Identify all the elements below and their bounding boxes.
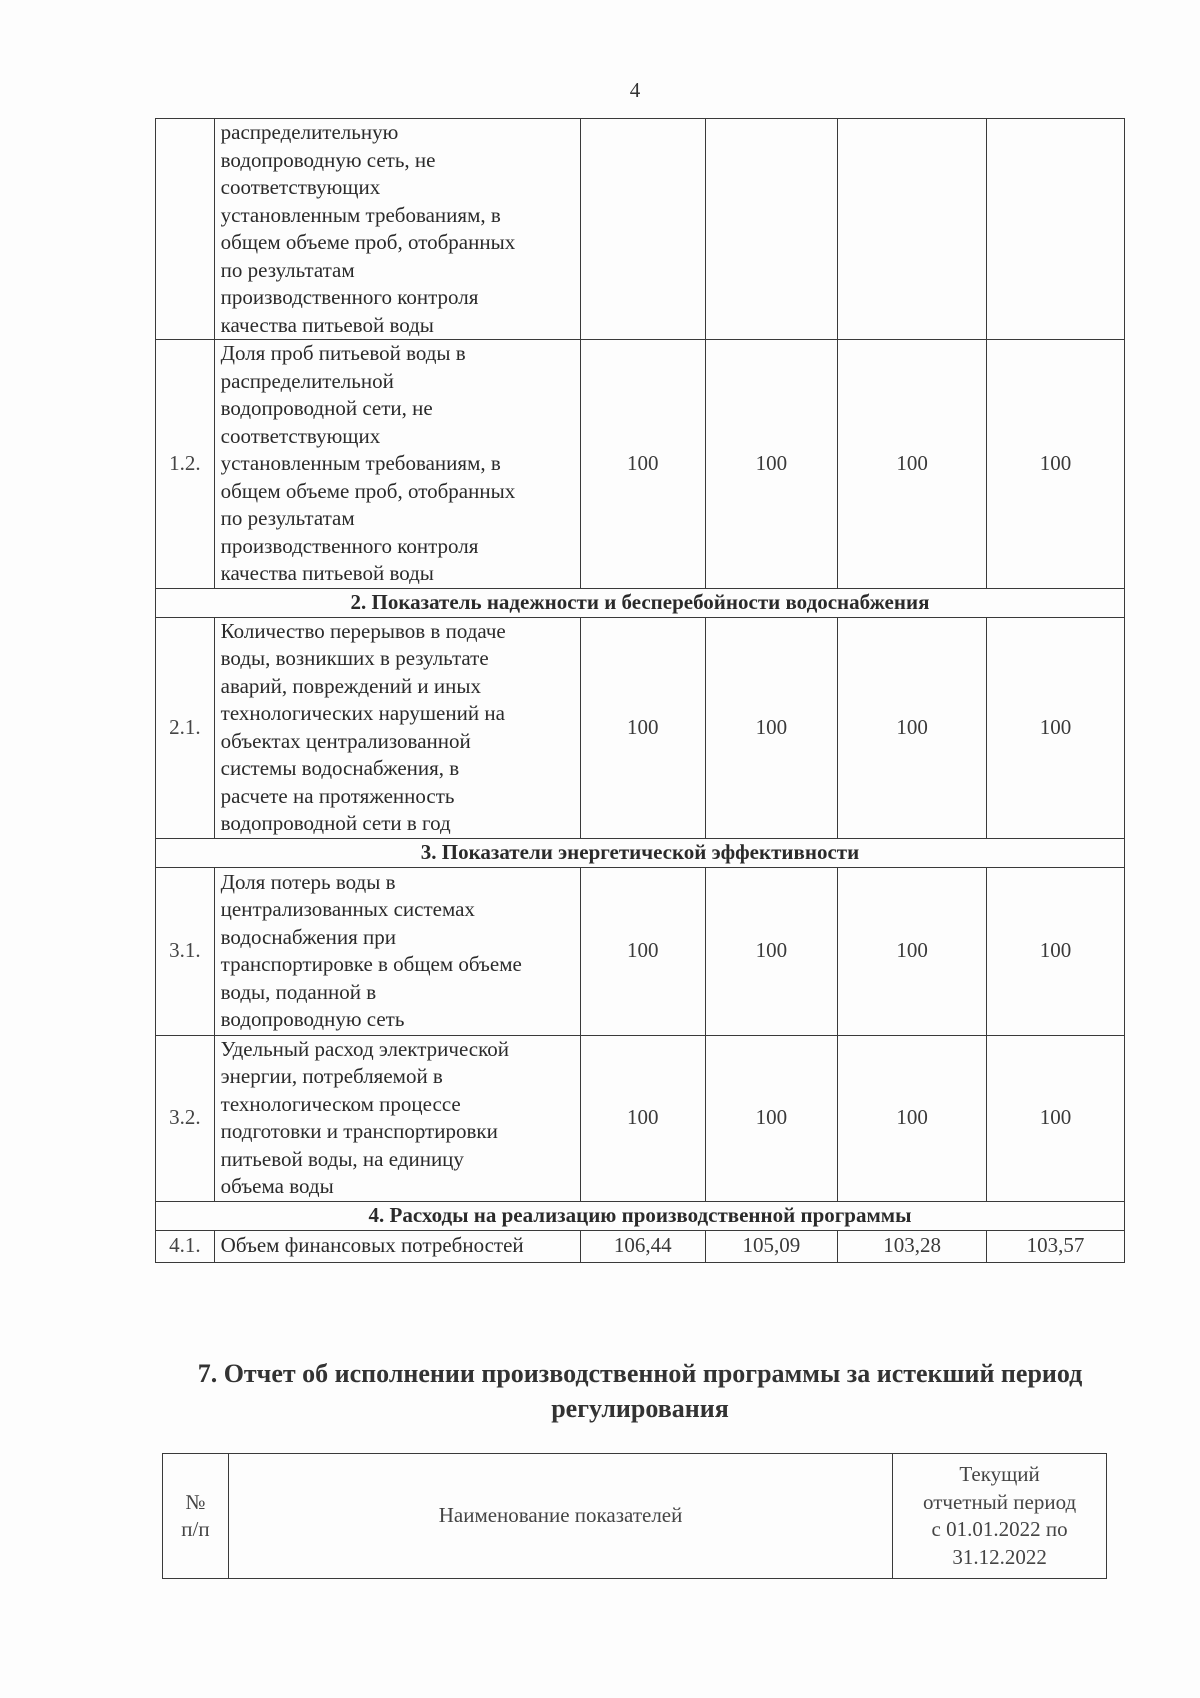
page-number: 4 [629,78,641,102]
indicator-value: 105,09 [705,1230,838,1262]
indicator-value [705,119,838,340]
report-heading: 7. Отчет об исполнении производственной программы за истекший период регулирования [197,1359,1083,1423]
row-number [156,119,215,340]
indicator-name: Количество перерывов в подаче воды, возникших в результате аварий, повреждений и иных технологических нарушений на объектах централизованной системы водоснабжения, в расчете на протяженность водопроводной сети в год [214,617,580,838]
indicator-value [987,119,1125,340]
indicator-value: 100 [705,867,838,1035]
column-header-num: № п/п [163,1454,229,1579]
section-title: 2. Показатель надежности и бесперебойности водоснабжения [156,588,1125,617]
indicator-value: 100 [580,340,705,589]
indicator-value: 100 [705,1035,838,1201]
column-header-name: Наименование показателей [228,1454,892,1579]
section-title: 4. Расходы на реализацию производственной программы [156,1201,1125,1230]
column-header-period: Текущий отчетный период с 01.01.2022 по 31.12.2022 [893,1454,1107,1579]
indicator-value: 100 [838,340,987,589]
section-header-row [156,1201,1125,1230]
row-number: 4.1. [156,1230,215,1262]
table-row [156,867,1125,1035]
indicators-table [155,118,1125,1263]
table-row [156,1035,1125,1201]
indicator-value: 103,28 [838,1230,987,1262]
indicator-value: 100 [987,340,1125,589]
indicator-value: 100 [705,617,838,838]
indicator-name: Доля потерь воды в централизованных системах водоснабжения при транспортировке в общем объеме воды, поданной в водопроводную сеть [214,867,580,1035]
table-row [156,119,1125,340]
indicator-value: 100 [838,1035,987,1201]
indicator-value: 103,57 [987,1230,1125,1262]
indicator-value: 100 [705,340,838,589]
row-number: 2.1. [156,617,215,838]
indicator-value: 100 [580,1035,705,1201]
section-header-row [156,588,1125,617]
indicator-value: 100 [987,867,1125,1035]
indicator-value [580,119,705,340]
row-number: 3.2. [156,1035,215,1201]
indicator-value: 100 [838,617,987,838]
indicator-value: 106,44 [580,1230,705,1262]
indicator-value [838,119,987,340]
indicator-name: распределительную водопроводную сеть, не соответствующих установленным требованиям, в общем объеме проб, отобранных по результатам производственного контроля качества питьевой воды [214,119,580,340]
indicator-name: Объем финансовых потребностей [214,1230,580,1262]
section-header-row [156,838,1125,867]
report-header-row [163,1454,1107,1579]
indicator-value: 100 [987,1035,1125,1201]
row-number: 3.1. [156,867,215,1035]
indicator-name: Удельный расход электрической энергии, потребляемой в технологическом процессе подготовки и транспортировки питьевой воды, на единицу объема воды [214,1035,580,1201]
indicator-value: 100 [580,617,705,838]
indicator-name: Доля проб питьевой воды в распределительной водопроводной сети, не соответствующих установленным требованиям, в общем объеме проб, отобранных по результатам производственного контроля качества питьевой воды [214,340,580,589]
indicator-value: 100 [987,617,1125,838]
table-row [156,340,1125,589]
indicator-value: 100 [838,867,987,1035]
table-row [156,1230,1125,1262]
section-title: 3. Показатели энергетической эффективности [156,838,1125,867]
indicator-value: 100 [580,867,705,1035]
table-row [156,617,1125,838]
report-table [162,1453,1107,1579]
row-number: 1.2. [156,340,215,589]
